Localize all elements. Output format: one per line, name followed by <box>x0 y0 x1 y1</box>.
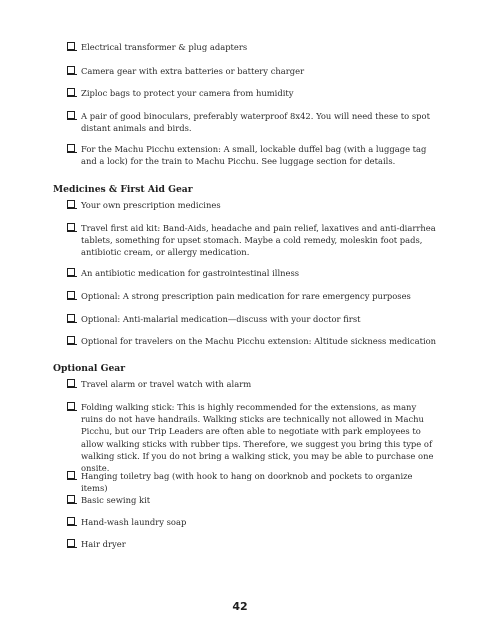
item-text: Optional: Anti-malarial medication—discuss with your doctor first <box>81 314 361 324</box>
checkbox-icon <box>67 223 75 231</box>
checkbox-icon <box>67 88 75 96</box>
checklist-item <box>67 313 437 325</box>
checkbox-icon <box>67 42 75 50</box>
checkbox-icon <box>67 471 75 479</box>
checkbox-icon <box>67 517 75 525</box>
item-text: Basic sewing kit <box>81 495 151 505</box>
checkbox-icon <box>67 539 75 547</box>
page-number: 42 <box>232 600 248 613</box>
item-text: Electrical transformer & plug adapters <box>81 42 248 52</box>
checkbox-icon <box>67 402 75 410</box>
checkbox-icon <box>67 66 75 74</box>
checklist-item <box>67 110 437 134</box>
item-text: Ziploc bags to protect your camera from humidity <box>81 88 294 98</box>
checkbox-icon <box>67 379 75 387</box>
checklist-item <box>67 378 437 390</box>
checklist-item <box>67 401 437 474</box>
checklist-item <box>67 516 437 528</box>
item-text: An antibiotic medication for gastrointestinal illness <box>81 268 300 278</box>
checklist-item <box>67 470 437 494</box>
item-text: Hanging toiletry bag (with hook to hang on doorknob and pockets to organize items) <box>81 471 413 494</box>
checklist-item <box>67 290 437 302</box>
item-text: Optional: A strong prescription pain medication for rare emergency purposes <box>81 291 411 301</box>
item-text: Camera gear with extra batteries or battery charger <box>81 66 305 76</box>
checklist-item <box>67 65 437 77</box>
checklist-item <box>67 199 437 211</box>
checklist-item <box>67 87 437 99</box>
checkbox-icon <box>67 111 75 119</box>
item-text: Travel alarm or travel watch with alarm <box>81 379 252 389</box>
item-text: Optional for travelers on the Machu Picchu extension: Altitude sickness medication <box>81 336 437 346</box>
checklist-item <box>67 494 437 506</box>
item-text: Folding walking stick: This is highly recommended for the extensions, as many ruins do not have handrails. Walking sticks are technically not allowed in Machu Picchu, but our Trip Leaders are often able to negotiate with park employees to allow walking sticks with rubber tips. Therefore, we suggest you bring this type of walking stick. If you do not bring a walking stick, you may be able to purchase one onsite. <box>81 402 434 474</box>
item-text: Hair dryer <box>81 539 126 549</box>
checkbox-icon <box>67 291 75 299</box>
checklist-item <box>67 41 437 53</box>
checkbox-icon <box>67 200 75 208</box>
checklist-item <box>67 538 437 550</box>
section-heading-optional: Optional Gear <box>53 363 126 374</box>
checklist-item <box>67 267 437 279</box>
section-heading-medicines: Medicines & First Aid Gear <box>53 184 193 195</box>
checkbox-icon <box>67 268 75 276</box>
item-text: Your own prescription medicines <box>81 200 221 210</box>
item-text: Hand-wash laundry soap <box>81 517 187 527</box>
checkbox-icon <box>67 144 75 152</box>
item-text: For the Machu Picchu extension: A small, lockable duffel bag (with a luggage tag and a lock) for the train to Machu Picchu. See luggage section for details. <box>81 144 427 167</box>
item-text: A pair of good binoculars, preferably waterproof 8x42. You will need these to spot distant animals and birds. <box>81 111 430 134</box>
checkbox-icon <box>67 336 75 344</box>
checkbox-icon <box>67 495 75 503</box>
checklist-item <box>67 335 437 347</box>
checkbox-icon <box>67 314 75 322</box>
checklist-item <box>67 222 437 259</box>
checklist-item <box>67 143 437 167</box>
item-text: Travel first aid kit: Band-Aids, headache and pain relief, laxatives and anti-diarrhea tablets, something for upset stomach. Maybe a cold remedy, moleskin foot pads, antibiotic cream, or allergy medication. <box>81 223 436 258</box>
